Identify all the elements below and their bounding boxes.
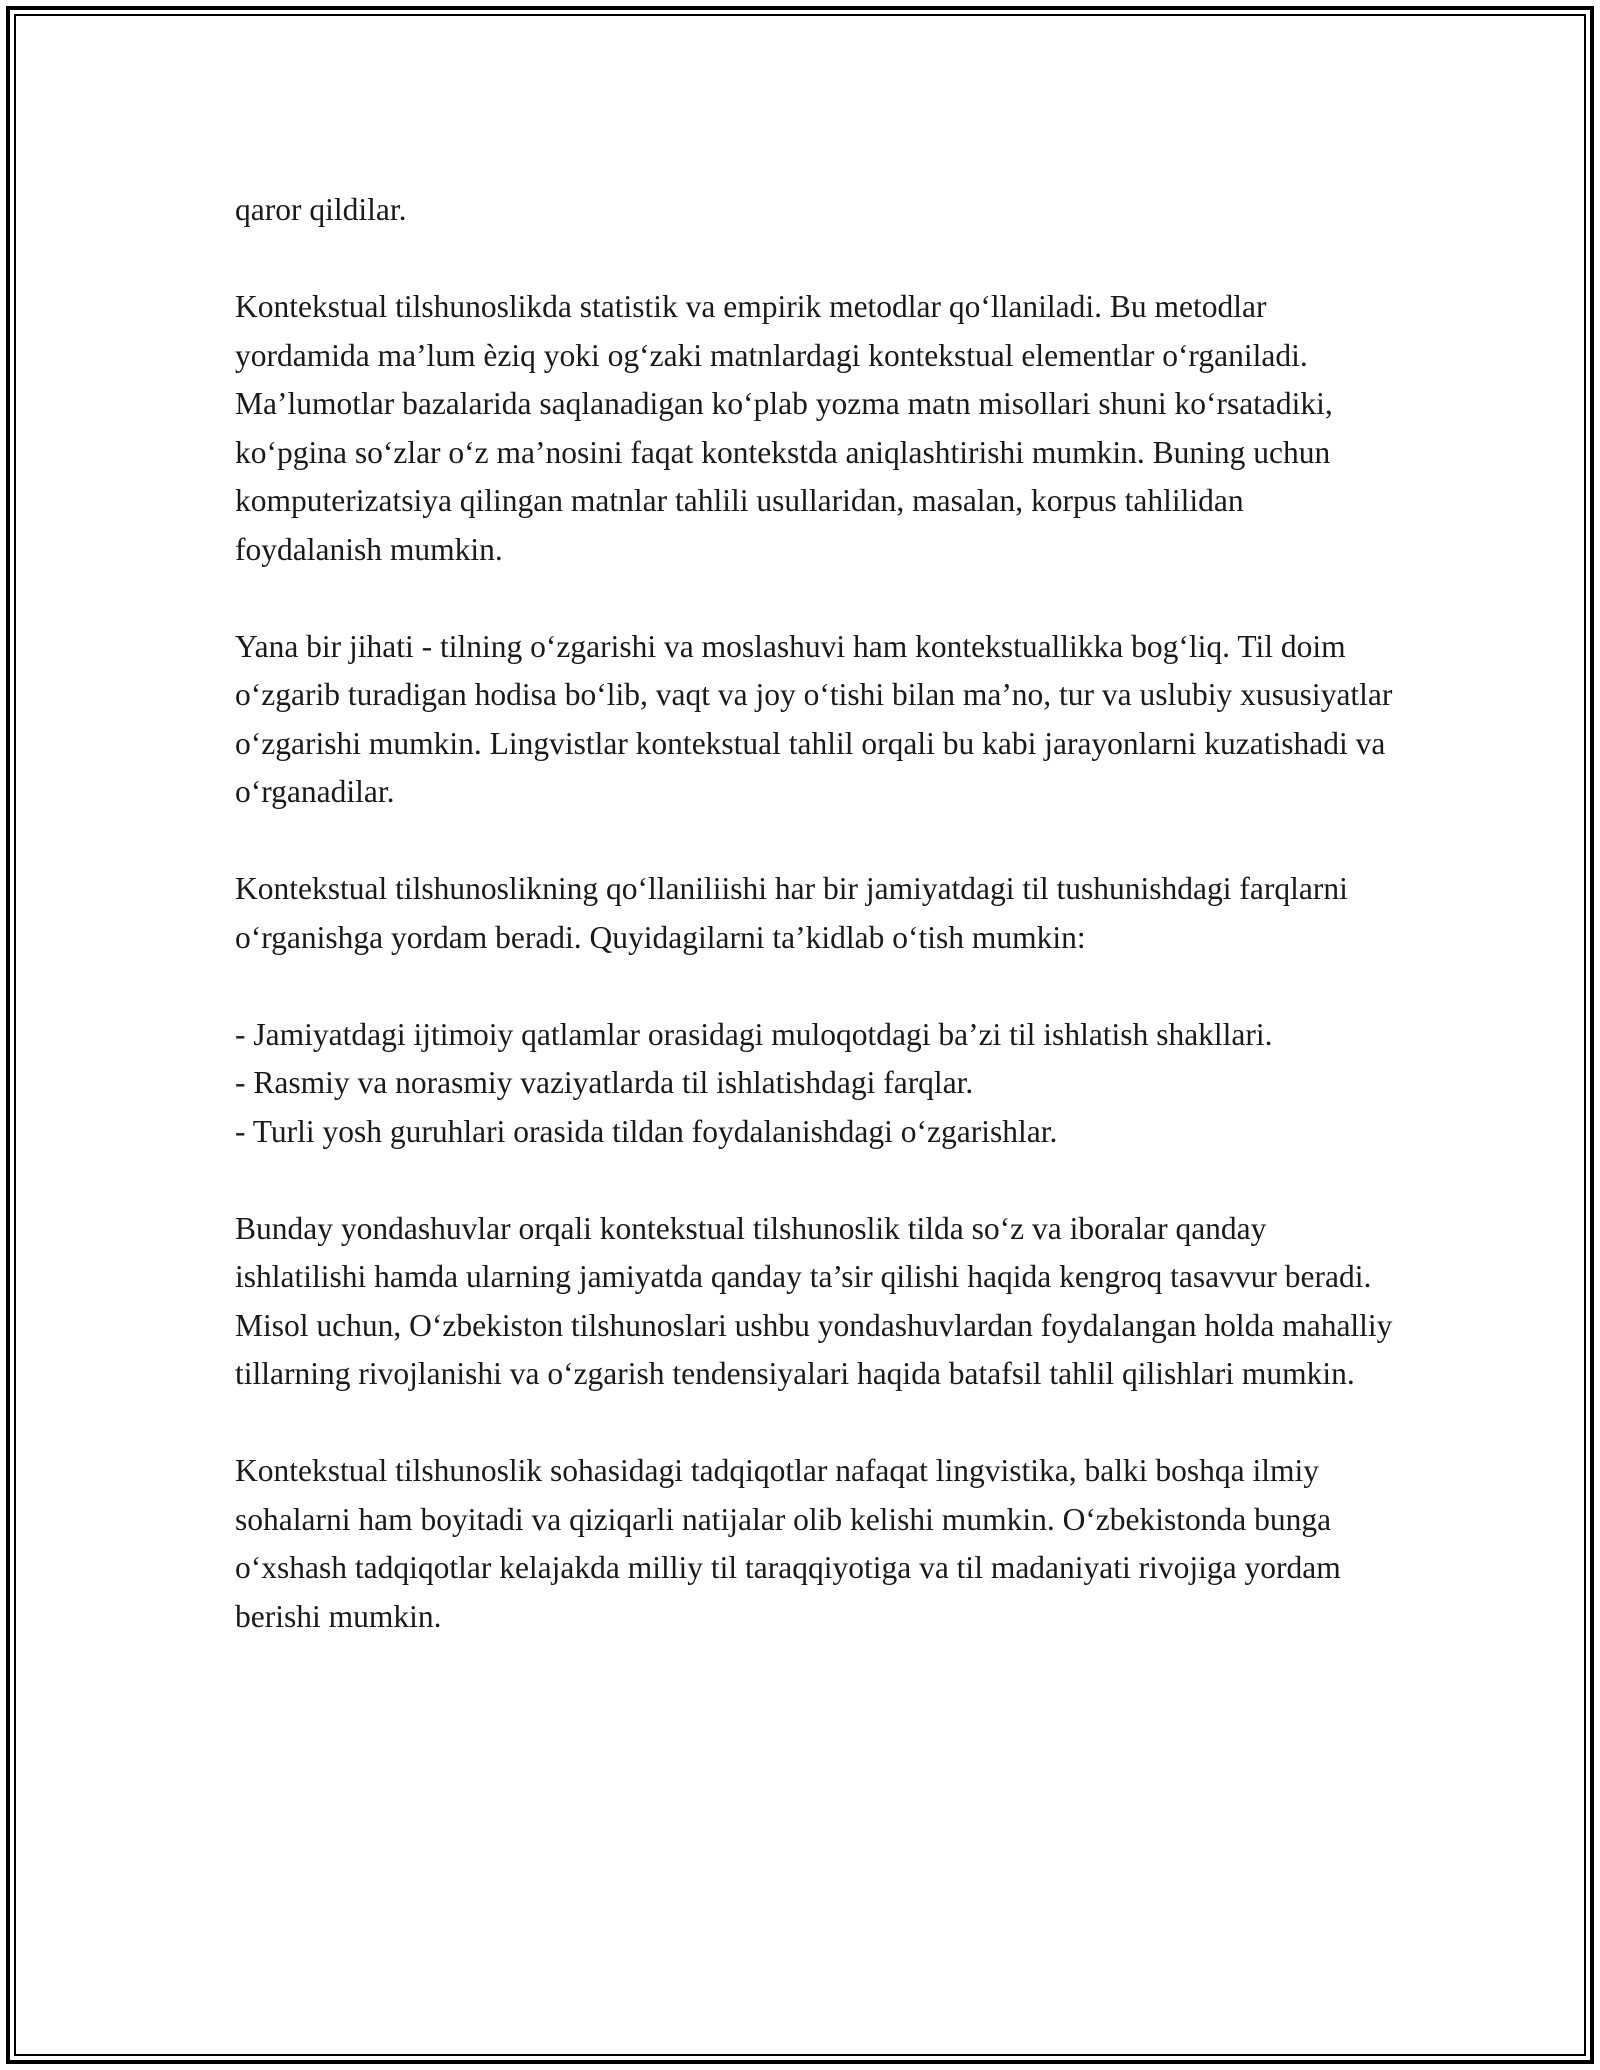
paragraph-application: Kontekstual tilshunoslikning qo‘llaniliishi har bir jamiyatdagi til tushunishdagi farqlarni o‘rganishga yordam beradi. Quyidagilarni ta’kidlab o‘tish mumkin: <box>235 871 1348 955</box>
paragraph-language-change: Yana bir jihati - tilning o‘zgarishi va moslashuvi ham kontekstuallikka bog‘liq. Til doim o‘zgarib turadigan hodisa bo‘lib, vaqt va joy o‘tishi bilan ma’no, tur va uslubiy xususiyatlar o‘zgarishi mumkin. Lingvistlar kontekstual tahlil orqali bu kabi jarayonlarni kuzatishadi va o‘rganadilar. <box>235 628 1393 809</box>
paragraph-continuation: qaror qildilar. <box>235 192 407 227</box>
list-item: - Rasmiy va norasmiy vaziyatlarda til ishlatishdagi farqlar. <box>235 1065 974 1100</box>
paragraph-approaches: Bunday yondashuvlar orqali kontekstual tilshunoslik tilda so‘z va iboralar qanday ishlatilishi hamda ularning jamiyatda qanday ta’sir qilishi haqida kengroq tasavvur beradi. Misol uchun, O‘zbekiston tilshunoslari ushbu yondashuvlardan foydalangan holda mahalliy tillarning rivojlanishi va o‘zgarish tendensiyalari haqida batafsil tahlil qilishlari mumkin. <box>235 1210 1393 1391</box>
list-item: - Turli yosh guruhlari orasida tildan foydalanishdagi o‘zgarishlar. <box>235 1113 1058 1149</box>
list-item: - Jamiyatdagi ijtimoiy qatlamlar orasidagi muloqotdagi ba’zi til ishlatish shakllari. <box>235 1016 1273 1052</box>
bullet-list <box>235 1011 1395 1157</box>
paragraph-methods: Kontekstual tilshunoslikda statistik va empirik metodlar qo‘llaniladi. Bu metodlar yordamida ma’lum èziq yoki og‘zaki matnlardagi kontekstual elementlar o‘rganiladi. Ma’lumotlar bazalarida saqlanadigan ko‘plab yozma matn misollari shuni ko‘rsatadiki, ko‘pgina so‘zlar o‘z ma’nosini faqat kontekstda aniqlashtirishi mumkin. Buning uchun komputerizatsiya qilingan matnlar tahlili usullaridan, masalan, korpus tahlilidan foydalanish mumkin. <box>235 289 1333 567</box>
paragraph-conclusion: Kontekstual tilshunoslik sohasidagi tadqiqotlar nafaqat lingvistika, balki boshqa ilmiy sohalarni ham boyitadi va qiziqarli natijalar olib kelishi mumkin. O‘zbekistonda bunga o‘xshash tadqiqotlar kelajakda milliy til taraqqiyotiga va til madaniyati rivojiga yordam berishi mumkin. <box>235 1453 1341 1634</box>
document-body <box>235 186 1395 1641</box>
